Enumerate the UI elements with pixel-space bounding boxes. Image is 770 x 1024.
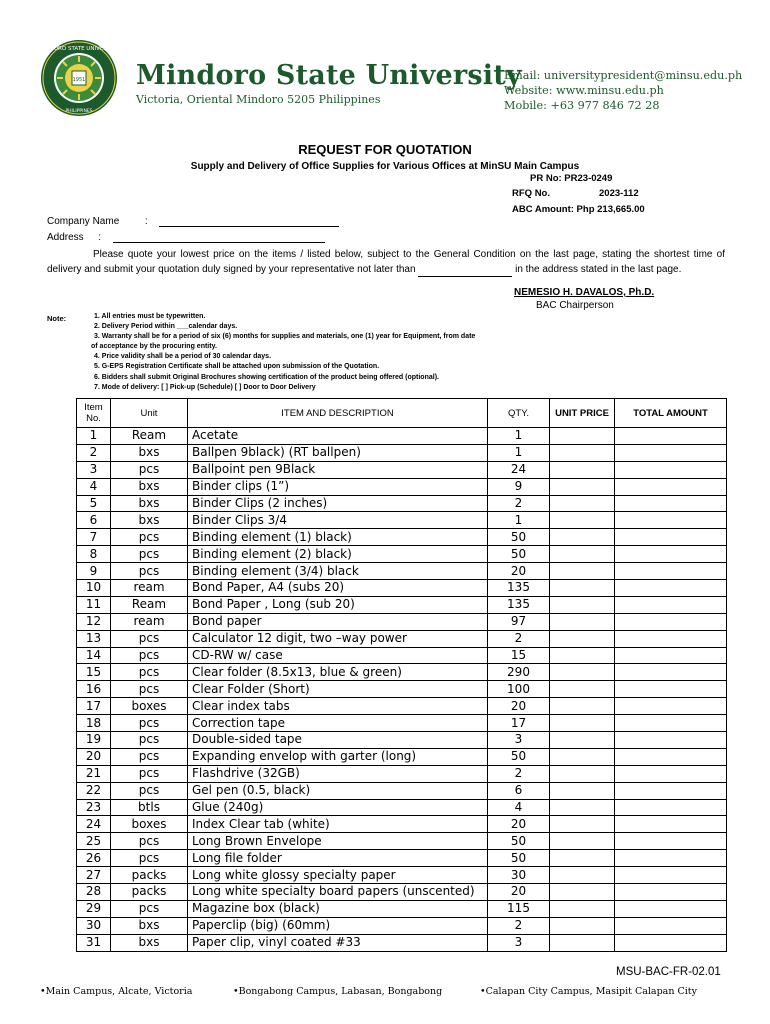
cell-item-no: 10 xyxy=(77,580,111,597)
cell-qty: 50 xyxy=(488,546,550,563)
note-label: Note: xyxy=(47,314,67,323)
cell-total-amount[interactable] xyxy=(615,546,727,563)
col-header-description: ITEM AND DESCRIPTION xyxy=(188,399,488,428)
cell-total-amount[interactable] xyxy=(615,833,727,850)
cell-unit: pcs xyxy=(111,782,188,799)
deadline-blank[interactable] xyxy=(418,267,512,277)
letterhead xyxy=(36,38,743,118)
cell-unit-price[interactable] xyxy=(550,444,615,461)
cell-unit: boxes xyxy=(111,816,188,833)
table-row xyxy=(77,698,727,715)
cell-qty: 6 xyxy=(488,782,550,799)
abc-amount: ABC Amount: Php 213,665.00 xyxy=(512,204,645,215)
cell-unit-price[interactable] xyxy=(550,512,615,529)
cell-total-amount[interactable] xyxy=(615,596,727,613)
cell-unit-price[interactable] xyxy=(550,580,615,597)
cell-total-amount[interactable] xyxy=(615,495,727,512)
table-row xyxy=(77,546,727,563)
cell-qty: 20 xyxy=(488,698,550,715)
cell-qty: 2 xyxy=(488,917,550,934)
cell-unit: pcs xyxy=(111,850,188,867)
company-name-field xyxy=(47,216,339,227)
cell-qty: 115 xyxy=(488,900,550,917)
cell-qty: 3 xyxy=(488,732,550,749)
cell-total-amount[interactable] xyxy=(615,917,727,934)
cell-unit: boxes xyxy=(111,698,188,715)
cell-qty: 3 xyxy=(488,934,550,951)
cell-qty: 20 xyxy=(488,884,550,901)
cell-unit-price[interactable] xyxy=(550,884,615,901)
cell-total-amount[interactable] xyxy=(615,799,727,816)
cell-total-amount[interactable] xyxy=(615,884,727,901)
cell-description: Binder Clips (2 inches) xyxy=(188,495,488,512)
cell-description: Bond Paper, A4 (subs 20) xyxy=(188,580,488,597)
cell-qty: 1 xyxy=(488,428,550,445)
cell-unit-price[interactable] xyxy=(550,715,615,732)
cell-item-no: 27 xyxy=(77,867,111,884)
cell-unit-price[interactable] xyxy=(550,563,615,580)
cell-item-no: 14 xyxy=(77,647,111,664)
note-item: 1. All entries must be typewritten. xyxy=(94,313,206,320)
cell-qty: 9 xyxy=(488,478,550,495)
cell-total-amount[interactable] xyxy=(615,630,727,647)
cell-item-no: 2 xyxy=(77,444,111,461)
cell-unit-price[interactable] xyxy=(550,816,615,833)
cell-item-no: 23 xyxy=(77,799,111,816)
table-row xyxy=(77,596,727,613)
cell-item-no: 25 xyxy=(77,833,111,850)
cell-item-no: 18 xyxy=(77,715,111,732)
document-title: REQUEST FOR QUOTATION xyxy=(298,142,472,157)
cell-qty: 4 xyxy=(488,799,550,816)
cell-description: Gel pen (0.5, black) xyxy=(188,782,488,799)
cell-total-amount[interactable] xyxy=(615,428,727,445)
cell-unit-price[interactable] xyxy=(550,613,615,630)
cell-item-no: 3 xyxy=(77,461,111,478)
table-row xyxy=(77,664,727,681)
cell-description: Clear folder (8.5x13, blue & green) xyxy=(188,664,488,681)
cell-description: Binder Clips 3/4 xyxy=(188,512,488,529)
table-row xyxy=(77,732,727,749)
cell-unit-price[interactable] xyxy=(550,461,615,478)
notes-list xyxy=(91,312,541,393)
table-row xyxy=(77,630,727,647)
cell-description: Long white glossy specialty paper xyxy=(188,867,488,884)
instruction-paragraph xyxy=(47,247,725,277)
cell-description: Clear index tabs xyxy=(188,698,488,715)
col-header-qty: QTY. xyxy=(488,399,550,428)
cell-unit: Ream xyxy=(111,596,188,613)
table-row xyxy=(77,884,727,901)
cell-unit: pcs xyxy=(111,715,188,732)
cell-item-no: 7 xyxy=(77,529,111,546)
cell-description: Long file folder xyxy=(188,850,488,867)
footer-campus-calapan: •Calapan City Campus, Masipit Calapan City xyxy=(480,986,697,997)
cell-qty: 2 xyxy=(488,765,550,782)
cell-item-no: 16 xyxy=(77,681,111,698)
cell-description: Binding element (2) black) xyxy=(188,546,488,563)
cell-description: Expanding envelop with garter (long) xyxy=(188,748,488,765)
cell-item-no: 11 xyxy=(77,596,111,613)
cell-total-amount[interactable] xyxy=(615,664,727,681)
cell-unit: bxs xyxy=(111,512,188,529)
cell-unit-price[interactable] xyxy=(550,630,615,647)
cell-item-no: 4 xyxy=(77,478,111,495)
cell-item-no: 30 xyxy=(77,917,111,934)
table-row xyxy=(77,681,727,698)
address-field xyxy=(47,232,325,243)
cell-item-no: 9 xyxy=(77,563,111,580)
cell-total-amount[interactable] xyxy=(615,816,727,833)
cell-qty: 97 xyxy=(488,613,550,630)
cell-item-no: 31 xyxy=(77,934,111,951)
cell-unit: pcs xyxy=(111,630,188,647)
col-header-item-no: Item No. xyxy=(77,399,111,428)
cell-total-amount[interactable] xyxy=(615,647,727,664)
rfq-value: 2023-112 xyxy=(599,188,639,199)
cell-item-no: 8 xyxy=(77,546,111,563)
cell-unit-price[interactable] xyxy=(550,799,615,816)
cell-total-amount[interactable] xyxy=(615,529,727,546)
company-name-label: Company Name xyxy=(47,216,120,227)
cell-qty: 20 xyxy=(488,816,550,833)
table-row xyxy=(77,833,727,850)
cell-qty: 2 xyxy=(488,495,550,512)
cell-item-no: 28 xyxy=(77,884,111,901)
table-row xyxy=(77,816,727,833)
cell-description: Index Clear tab (white) xyxy=(188,816,488,833)
cell-unit: pcs xyxy=(111,563,188,580)
cell-total-amount[interactable] xyxy=(615,461,727,478)
contact-website[interactable]: Website: www.minsu.edu.ph xyxy=(504,84,664,97)
cell-item-no: 24 xyxy=(77,816,111,833)
table-row xyxy=(77,563,727,580)
table-row xyxy=(77,917,727,934)
cell-description: Acetate xyxy=(188,428,488,445)
cell-unit: pcs xyxy=(111,664,188,681)
cell-description: Long white specialty board papers (unscented) xyxy=(188,884,488,901)
cell-unit: Ream xyxy=(111,428,188,445)
footer-campus-main: •Main Campus, Alcate, Victoria xyxy=(40,986,193,997)
cell-item-no: 26 xyxy=(77,850,111,867)
cell-total-amount[interactable] xyxy=(615,580,727,597)
cell-qty: 24 xyxy=(488,461,550,478)
cell-qty: 50 xyxy=(488,529,550,546)
cell-unit: bxs xyxy=(111,478,188,495)
cell-unit: pcs xyxy=(111,529,188,546)
contact-email[interactable]: Email: universitypresident@minsu.edu.ph xyxy=(504,69,743,82)
cell-description: Bond Paper , Long (sub 20) xyxy=(188,596,488,613)
instruction-text-1: Please quote your lowest price on the items / listed below, subject to the General Condition on the last page, stating the shortest time of delivery and submit your quotation duly signed by your representative not later than xyxy=(47,249,725,275)
company-name-sep: : xyxy=(144,216,148,227)
cell-item-no: 6 xyxy=(77,512,111,529)
company-name-input-line[interactable] xyxy=(159,217,339,227)
cell-qty: 30 xyxy=(488,867,550,884)
cell-qty: 290 xyxy=(488,664,550,681)
cell-description: Glue (240g) xyxy=(188,799,488,816)
note-item: of acceptance by the procuring entity. xyxy=(91,343,217,351)
cell-unit: bxs xyxy=(111,934,188,951)
cell-unit: packs xyxy=(111,867,188,884)
table-row xyxy=(77,900,727,917)
cell-unit-price[interactable] xyxy=(550,478,615,495)
rfq-label: RFQ No. xyxy=(512,188,550,199)
table-row xyxy=(77,495,727,512)
cell-item-no: 22 xyxy=(77,782,111,799)
table-row xyxy=(77,765,727,782)
cell-description: Binder clips (1”) xyxy=(188,478,488,495)
cell-unit: ream xyxy=(111,613,188,630)
cell-item-no: 19 xyxy=(77,732,111,749)
table-row xyxy=(77,580,727,597)
cell-unit-price[interactable] xyxy=(550,833,615,850)
address-label: Address xyxy=(47,232,84,243)
address-sep: : xyxy=(98,232,102,243)
cell-unit: pcs xyxy=(111,681,188,698)
table-row xyxy=(77,850,727,867)
cell-total-amount[interactable] xyxy=(615,563,727,580)
cell-unit: bxs xyxy=(111,444,188,461)
cell-qty: 50 xyxy=(488,850,550,867)
cell-unit: pcs xyxy=(111,546,188,563)
table-row xyxy=(77,478,727,495)
cell-qty: 135 xyxy=(488,580,550,597)
table-row xyxy=(77,512,727,529)
signatory-role: BAC Chairperson xyxy=(536,300,614,311)
table-row xyxy=(77,867,727,884)
cell-unit: pcs xyxy=(111,461,188,478)
cell-unit-price[interactable] xyxy=(550,917,615,934)
svg-text:MINDORO STATE UNIVERSITY: MINDORO STATE UNIVERSITY xyxy=(39,46,119,52)
cell-unit-price[interactable] xyxy=(550,664,615,681)
cell-item-no: 13 xyxy=(77,630,111,647)
cell-item-no: 17 xyxy=(77,698,111,715)
cell-qty: 1 xyxy=(488,444,550,461)
col-header-total-amount: TOTAL AMOUNT xyxy=(615,399,727,428)
note-item: 5. G-EPS Registration Certificate shall be attached upon submission of the Quotation. xyxy=(94,363,380,371)
cell-unit-price[interactable] xyxy=(550,867,615,884)
cell-qty: 1 xyxy=(488,512,550,529)
table-row xyxy=(77,428,727,445)
footer-campus-bongabong: •Bongabong Campus, Labasan, Bongabong xyxy=(233,986,443,997)
note-item: 7. Mode of delivery: [ ] Pick-up (Schedule) [ ] Door to Door Delivery xyxy=(94,383,316,391)
cell-total-amount[interactable] xyxy=(615,934,727,951)
cell-total-amount[interactable] xyxy=(615,867,727,884)
cell-unit: packs xyxy=(111,884,188,901)
address-input-line[interactable] xyxy=(113,233,325,243)
university-name: Mindoro State University xyxy=(136,60,522,91)
cell-unit: btls xyxy=(111,799,188,816)
cell-qty: 100 xyxy=(488,681,550,698)
cell-qty: 17 xyxy=(488,715,550,732)
contact-mobile: Mobile: +63 977 846 72 28 xyxy=(504,99,660,112)
cell-total-amount[interactable] xyxy=(615,698,727,715)
svg-text:PHILIPPINES: PHILIPPINES xyxy=(65,109,93,114)
contact-block xyxy=(504,68,742,113)
cell-qty: 2 xyxy=(488,630,550,647)
note-item: 4. Price validity shall be a period of 30 calendar days. xyxy=(94,353,272,361)
table-row xyxy=(77,748,727,765)
cell-description: Clear Folder (Short) xyxy=(188,681,488,698)
cell-total-amount[interactable] xyxy=(615,900,727,917)
cell-unit-price[interactable] xyxy=(550,732,615,749)
cell-qty: 15 xyxy=(488,647,550,664)
cell-unit: pcs xyxy=(111,732,188,749)
rfq-number xyxy=(512,188,652,199)
cell-unit-price[interactable] xyxy=(550,647,615,664)
cell-description: Binding element (3/4) black xyxy=(188,563,488,580)
cell-total-amount[interactable] xyxy=(615,444,727,461)
cell-total-amount[interactable] xyxy=(615,715,727,732)
cell-qty: 135 xyxy=(488,596,550,613)
note-item: 3. Warranty shall be for a period of six (6) months for supplies and materials, one (1) year for Equipment, from date xyxy=(94,333,476,341)
cell-qty: 20 xyxy=(488,563,550,580)
cell-total-amount[interactable] xyxy=(615,512,727,529)
cell-description: Binding element (1) black) xyxy=(188,529,488,546)
cell-unit-price[interactable] xyxy=(550,529,615,546)
cell-description: CD-RW w/ case xyxy=(188,647,488,664)
table-row xyxy=(77,461,727,478)
cell-description: Correction tape xyxy=(188,715,488,732)
table-row xyxy=(77,715,727,732)
table-row xyxy=(77,613,727,630)
cell-unit-price[interactable] xyxy=(550,850,615,867)
cell-description: Bond paper xyxy=(188,613,488,630)
cell-total-amount[interactable] xyxy=(615,681,727,698)
table-row xyxy=(77,782,727,799)
cell-unit-price[interactable] xyxy=(550,698,615,715)
note-item: 2. Delivery Period within ___calendar days. xyxy=(94,323,238,331)
cell-total-amount[interactable] xyxy=(615,748,727,765)
cell-item-no: 21 xyxy=(77,765,111,782)
table-row xyxy=(77,647,727,664)
cell-item-no: 1 xyxy=(77,428,111,445)
document-subtitle: Supply and Delivery of Office Supplies for Various Offices at MinSU Main Campus xyxy=(190,161,580,172)
cell-unit-price[interactable] xyxy=(550,782,615,799)
items-table xyxy=(76,398,727,952)
cell-unit: ream xyxy=(111,580,188,597)
cell-unit-price[interactable] xyxy=(550,934,615,951)
cell-total-amount[interactable] xyxy=(615,732,727,749)
col-header-unit-price: UNIT PRICE xyxy=(550,399,615,428)
cell-unit: bxs xyxy=(111,495,188,512)
cell-total-amount[interactable] xyxy=(615,765,727,782)
cell-description: Magazine box (black) xyxy=(188,900,488,917)
table-row xyxy=(77,934,727,951)
cell-unit-price[interactable] xyxy=(550,596,615,613)
cell-total-amount[interactable] xyxy=(615,613,727,630)
col-header-unit: Unit xyxy=(111,399,188,428)
cell-total-amount[interactable] xyxy=(615,850,727,867)
cell-unit: pcs xyxy=(111,748,188,765)
table-row xyxy=(77,444,727,461)
cell-description: Flashdrive (32GB) xyxy=(188,765,488,782)
cell-qty: 50 xyxy=(488,833,550,850)
cell-unit-price[interactable] xyxy=(550,765,615,782)
university-address: Victoria, Oriental Mindoro 5205 Philippines xyxy=(136,93,381,106)
cell-item-no: 5 xyxy=(77,495,111,512)
cell-unit-price[interactable] xyxy=(550,900,615,917)
cell-description: Ballpen 9black) (RT ballpen) xyxy=(188,444,488,461)
cell-item-no: 20 xyxy=(77,748,111,765)
cell-unit-price[interactable] xyxy=(550,428,615,445)
cell-unit-price[interactable] xyxy=(550,681,615,698)
cell-unit: pcs xyxy=(111,833,188,850)
cell-description: Paper clip, vinyl coated #33 xyxy=(188,934,488,951)
table-row xyxy=(77,799,727,816)
cell-total-amount[interactable] xyxy=(615,782,727,799)
cell-description: Double-sided tape xyxy=(188,732,488,749)
cell-description: Long Brown Envelope xyxy=(188,833,488,850)
table-header-row xyxy=(77,399,727,428)
table-row xyxy=(77,529,727,546)
note-item: 6. Bidders shall submit Original Brochures showing certification of the product being offered (optional). xyxy=(94,373,439,381)
cell-qty: 50 xyxy=(488,748,550,765)
form-code: MSU-BAC-FR-02.01 xyxy=(616,966,721,978)
cell-item-no: 12 xyxy=(77,613,111,630)
cell-unit-price[interactable] xyxy=(550,546,615,563)
cell-unit: pcs xyxy=(111,647,188,664)
svg-text:1951: 1951 xyxy=(72,77,86,83)
cell-description: Ballpoint pen 9Black xyxy=(188,461,488,478)
cell-unit: pcs xyxy=(111,900,188,917)
cell-total-amount[interactable] xyxy=(615,478,727,495)
cell-unit-price[interactable] xyxy=(550,495,615,512)
cell-unit: bxs xyxy=(111,917,188,934)
university-seal-logo xyxy=(36,38,122,118)
cell-unit: pcs xyxy=(111,765,188,782)
cell-item-no: 15 xyxy=(77,664,111,681)
cell-unit-price[interactable] xyxy=(550,748,615,765)
instruction-text-2: in the address stated in the last page. xyxy=(515,264,682,275)
cell-description: Calculator 12 digit, two –way power xyxy=(188,630,488,647)
cell-item-no: 29 xyxy=(77,900,111,917)
pr-number: PR No: PR23-0249 xyxy=(530,173,613,184)
cell-description: Paperclip (big) (60mm) xyxy=(188,917,488,934)
signatory-name: NEMESIO H. DAVALOS, Ph.D. xyxy=(514,287,655,298)
